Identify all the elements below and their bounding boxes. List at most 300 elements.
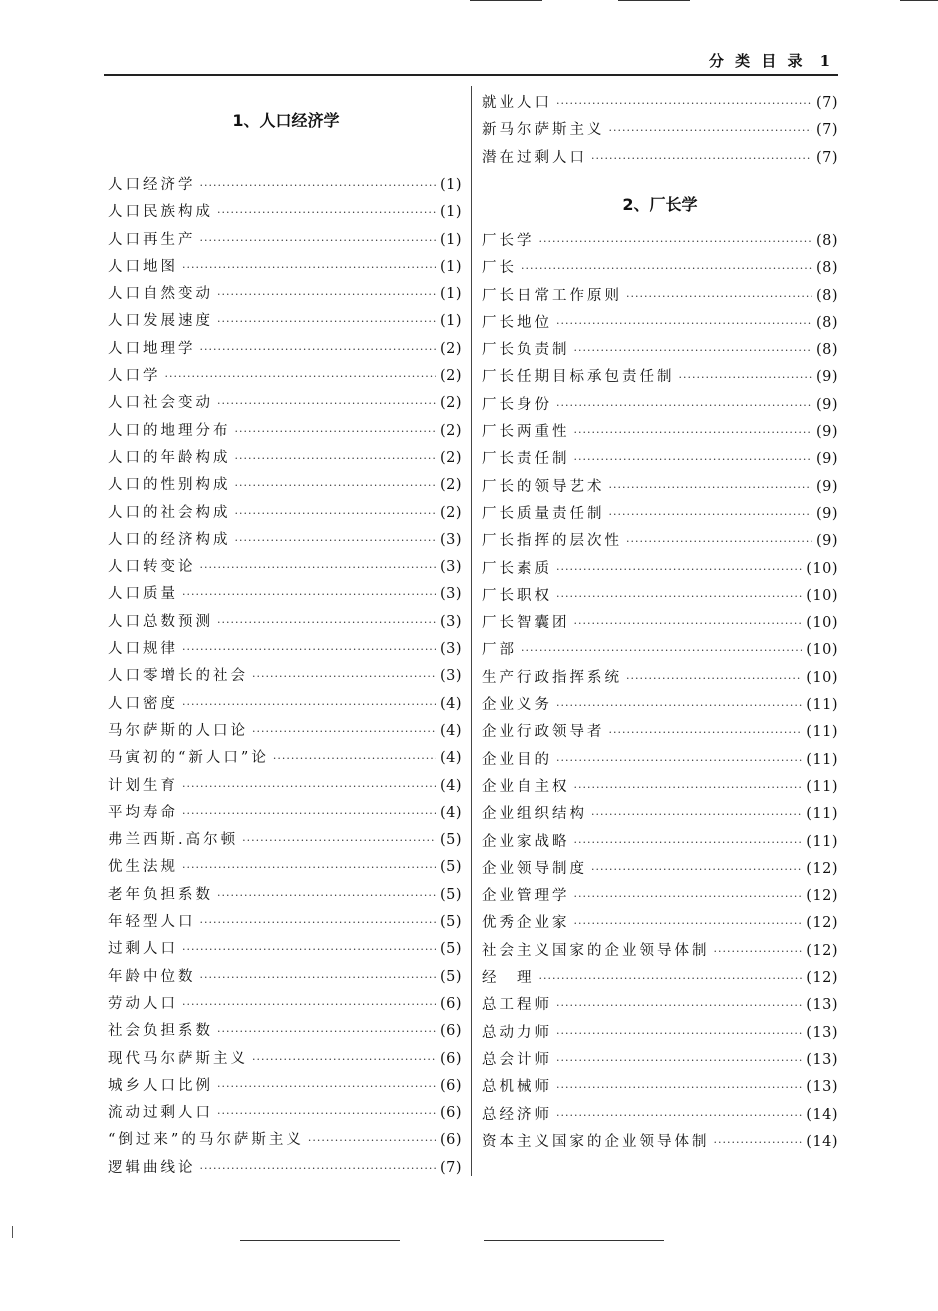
entry-page: (2)	[439, 368, 462, 385]
toc-entry	[108, 391, 462, 418]
toc-entry	[108, 446, 462, 473]
entry-term: 厂长质量责任制	[482, 505, 605, 522]
dot-leader	[556, 317, 812, 330]
dot-leader	[556, 97, 812, 110]
toc-entry	[482, 91, 838, 118]
dot-leader	[182, 943, 436, 956]
dot-leader	[217, 206, 436, 219]
dot-leader	[200, 971, 436, 984]
dot-leader	[521, 644, 802, 657]
entry-page: (2)	[439, 477, 462, 494]
entry-page: (3)	[439, 613, 462, 630]
entry-page: (10)	[806, 587, 838, 604]
entry-term: 企业组织结构	[482, 806, 587, 823]
dot-leader	[521, 262, 812, 275]
entry-page: (14)	[806, 1133, 838, 1150]
dot-leader	[217, 315, 436, 328]
toc-entry	[108, 637, 462, 664]
entry-page: (11)	[806, 751, 838, 768]
toc-entry	[482, 284, 838, 311]
scan-edge-line	[470, 0, 542, 1]
toc-entry	[482, 1048, 838, 1075]
dot-leader	[574, 617, 803, 630]
entry-page: (4)	[439, 695, 462, 712]
entry-page: (13)	[806, 1051, 838, 1068]
toc-entry	[108, 828, 462, 855]
entry-term: 弗兰西斯.高尔顿	[108, 832, 239, 849]
entry-term: 企业家战略	[482, 833, 570, 850]
entry-page: (12)	[806, 915, 838, 932]
entry-page: (9)	[815, 369, 838, 386]
dot-leader	[591, 808, 802, 821]
entry-term: 过剩人口	[108, 941, 178, 958]
entry-term: 厂长的领导艺术	[482, 478, 605, 495]
entry-term: 人口经济学	[108, 177, 196, 193]
entry-page: (1)	[439, 313, 462, 330]
entry-term: 企业管理学	[482, 888, 570, 905]
toc-entry	[108, 610, 462, 637]
dot-leader	[539, 235, 812, 248]
toc-entry	[482, 365, 838, 392]
entry-page: (3)	[439, 586, 462, 603]
dot-leader	[626, 535, 812, 548]
entry-term: 企业义务	[482, 697, 552, 714]
toc-entry	[108, 1074, 462, 1101]
entry-page: (13)	[806, 997, 838, 1014]
entry-term: 厂长	[482, 260, 517, 277]
dot-leader	[182, 588, 436, 601]
entry-term: 人口的性别构成	[108, 477, 231, 494]
entry-term: 平均寿命	[108, 804, 178, 821]
dot-leader	[591, 152, 812, 165]
entry-page: (5)	[439, 968, 462, 985]
entry-page: (2)	[439, 449, 462, 466]
toc-entry	[482, 884, 838, 911]
toc-entry	[482, 1075, 838, 1102]
entry-term: 老年负担系数	[108, 886, 213, 903]
dot-leader	[182, 998, 436, 1011]
dot-leader	[235, 507, 436, 520]
dot-leader	[574, 453, 812, 466]
entry-term: 总工程师	[482, 997, 552, 1014]
toc-entry	[108, 664, 462, 691]
toc-entry	[482, 118, 838, 145]
margin-mark	[12, 1226, 13, 1238]
entry-page: (8)	[815, 260, 838, 277]
left-entry-list	[108, 173, 462, 1183]
dot-leader	[252, 1053, 436, 1066]
toc-entry	[108, 965, 462, 992]
dot-leader	[235, 479, 436, 492]
entry-page: (10)	[806, 560, 838, 577]
entry-term: 企业行政领导者	[482, 724, 605, 741]
entry-page: (1)	[439, 204, 462, 221]
entry-page: (5)	[439, 941, 462, 958]
entry-term: 企业领导制度	[482, 860, 587, 877]
entry-page: (6)	[439, 1050, 462, 1067]
dot-leader	[556, 999, 802, 1012]
entry-page: (7)	[439, 1159, 462, 1176]
toc-entry	[482, 311, 838, 338]
dot-leader	[574, 917, 803, 930]
entry-page: (2)	[439, 504, 462, 521]
toc-entry	[108, 473, 462, 500]
toc-entry	[108, 282, 462, 309]
dot-leader	[556, 754, 802, 767]
dot-leader	[217, 1025, 436, 1038]
entry-term: “倒过来”的马尔萨斯主义	[108, 1132, 304, 1149]
toc-entry	[482, 420, 838, 447]
entry-page: (6)	[439, 1023, 462, 1040]
entry-term: 人口的地理分布	[108, 422, 231, 439]
entry-term: 年轻型人口	[108, 914, 196, 931]
section-heading-2: 2、厂长学	[622, 195, 698, 214]
entry-page: (9)	[815, 478, 838, 495]
entry-term: 流动过剩人口	[108, 1105, 213, 1122]
dot-leader	[574, 836, 803, 849]
entry-page: (2)	[439, 340, 462, 357]
dot-leader	[217, 1107, 436, 1120]
dot-leader	[556, 699, 802, 712]
dot-leader	[217, 288, 436, 301]
toc-entry	[482, 748, 838, 775]
dot-leader	[200, 343, 436, 356]
toc-entry	[108, 719, 462, 746]
entry-page: (11)	[806, 806, 838, 823]
entry-term: 总会计师	[482, 1051, 552, 1068]
entry-term: 人口的年龄构成	[108, 449, 231, 466]
toc-entry	[482, 447, 838, 474]
entry-term: 社会主义国家的企业领导体制	[482, 942, 710, 959]
dot-leader	[182, 807, 436, 820]
dot-leader	[200, 1162, 436, 1175]
toc-entry	[482, 584, 838, 611]
entry-page: (8)	[815, 314, 838, 331]
toc-entry	[108, 228, 462, 255]
dot-leader	[217, 397, 436, 410]
dot-leader	[182, 780, 436, 793]
toc-entry	[108, 1128, 462, 1155]
toc-entry	[108, 746, 462, 773]
entry-term: 新马尔萨斯主义	[482, 122, 605, 139]
entry-page: (1)	[439, 177, 462, 193]
toc-entry	[108, 173, 462, 200]
entry-term: 优秀企业家	[482, 915, 570, 932]
entry-page: (10)	[806, 669, 838, 686]
entry-page: (8)	[815, 233, 838, 249]
entry-term: 社会负担系数	[108, 1023, 213, 1040]
entry-page: (3)	[439, 559, 462, 576]
dot-leader	[609, 124, 812, 137]
entry-term: 厂长负责制	[482, 342, 570, 359]
toc-entry	[108, 200, 462, 227]
dot-leader	[182, 643, 436, 656]
entry-term: 厂长指挥的层次性	[482, 533, 622, 550]
entry-term: 人口的社会构成	[108, 504, 231, 521]
entry-page: (9)	[815, 424, 838, 441]
entry-term: 厂长任期目标承包责任制	[482, 369, 675, 386]
entry-page: (7)	[815, 95, 838, 111]
toc-entry	[482, 393, 838, 420]
entry-page: (9)	[815, 533, 838, 550]
entry-page: (10)	[806, 642, 838, 659]
entry-term: 厂部	[482, 642, 517, 659]
toc-entry	[482, 529, 838, 556]
right-top-entry-list	[482, 91, 838, 173]
dot-leader	[556, 1054, 802, 1067]
entry-term: 人口民族构成	[108, 204, 213, 221]
entry-page: (12)	[806, 888, 838, 905]
entry-term: 厂长学	[482, 233, 535, 249]
entry-term: 年龄中位数	[108, 968, 196, 985]
entry-page: (6)	[439, 1132, 462, 1149]
header-page-number: 1	[819, 52, 830, 70]
toc-entry	[482, 557, 838, 584]
toc-entry	[482, 966, 838, 993]
dot-leader	[200, 916, 436, 929]
entry-page: (13)	[806, 1024, 838, 1041]
dot-leader	[574, 781, 803, 794]
right-entry-list	[482, 229, 838, 1157]
entry-term: 企业自主权	[482, 778, 570, 795]
dot-leader	[556, 563, 802, 576]
toc-entry	[108, 582, 462, 609]
entry-page: (6)	[439, 1105, 462, 1122]
toc-entry	[482, 720, 838, 747]
header-rule	[104, 74, 838, 76]
entry-term: 人口再生产	[108, 231, 196, 248]
toc-entry	[482, 475, 838, 502]
toc-entry	[108, 528, 462, 555]
entry-term: 潜在过剩人口	[482, 149, 587, 166]
dot-leader	[273, 752, 436, 765]
column-divider	[471, 86, 472, 1176]
entry-term: 人口的经济构成	[108, 531, 231, 548]
entry-term: 厂长责任制	[482, 451, 570, 468]
entry-page: (9)	[815, 505, 838, 522]
entry-term: 人口规律	[108, 641, 178, 658]
entry-page: (3)	[439, 668, 462, 685]
dot-leader	[252, 670, 436, 683]
entry-page: (2)	[439, 395, 462, 412]
header-title: 分 类 目 录	[708, 52, 806, 70]
entry-term: 人口零增长的社会	[108, 668, 248, 685]
toc-entry	[482, 666, 838, 693]
dot-leader	[182, 698, 436, 711]
toc-entry	[482, 256, 838, 283]
toc-entry	[482, 1103, 838, 1130]
dot-leader	[182, 261, 436, 274]
dot-leader	[609, 726, 803, 739]
dot-leader	[242, 834, 436, 847]
entry-page: (1)	[439, 286, 462, 303]
toc-entry	[108, 910, 462, 937]
dot-leader	[165, 370, 436, 383]
toc-entry	[108, 692, 462, 719]
entry-term: 生产行政指挥系统	[482, 669, 622, 686]
entry-page: (6)	[439, 995, 462, 1012]
entry-page: (7)	[815, 122, 838, 139]
entry-term: 劳动人口	[108, 995, 178, 1012]
entry-term: 厂长两重性	[482, 424, 570, 441]
dot-leader	[252, 725, 436, 738]
entry-term: 马尔萨斯的人口论	[108, 722, 248, 739]
entry-page: (4)	[439, 722, 462, 739]
dot-leader	[556, 1027, 802, 1040]
toc-entry	[108, 855, 462, 882]
entry-term: 计划生育	[108, 777, 178, 794]
entry-term: 马寅初的“新人口”论	[108, 750, 269, 767]
dot-leader	[182, 861, 436, 874]
scan-edge-line	[618, 0, 690, 1]
entry-term: 厂长智囊团	[482, 615, 570, 632]
dot-leader	[609, 508, 812, 521]
dot-leader	[556, 1109, 802, 1122]
entry-term: 经 理	[482, 970, 535, 987]
running-header	[600, 50, 830, 71]
dot-leader	[235, 452, 436, 465]
entry-term: 人口地理学	[108, 340, 196, 357]
entry-page: (9)	[815, 451, 838, 468]
toc-entry	[108, 883, 462, 910]
toc-entry	[482, 638, 838, 665]
toc-entry	[108, 774, 462, 801]
toc-entry	[482, 802, 838, 829]
dot-leader	[556, 590, 802, 603]
toc-entry	[482, 229, 838, 256]
dot-leader	[679, 371, 812, 384]
dot-leader	[626, 290, 812, 303]
scan-edge-line	[900, 0, 938, 1]
toc-entry	[108, 1047, 462, 1074]
toc-entry	[482, 146, 838, 173]
toc-entry	[482, 1130, 838, 1157]
entry-page: (5)	[439, 859, 462, 876]
entry-page: (12)	[806, 942, 838, 959]
entry-term: 城乡人口比例	[108, 1077, 213, 1094]
toc-entry	[482, 911, 838, 938]
entry-page: (4)	[439, 777, 462, 794]
toc-entry	[482, 1021, 838, 1048]
entry-term: 厂长日常工作原则	[482, 287, 622, 304]
dot-leader	[574, 344, 812, 357]
toc-entry	[482, 502, 838, 529]
toc-entry	[108, 937, 462, 964]
toc-entry	[482, 830, 838, 857]
entry-term: 人口质量	[108, 586, 178, 603]
dot-leader	[556, 399, 812, 412]
entry-page: (12)	[806, 970, 838, 987]
toc-entry	[108, 1019, 462, 1046]
dot-leader	[200, 234, 436, 247]
entry-page: (5)	[439, 886, 462, 903]
entry-term: 就业人口	[482, 95, 552, 111]
entry-page: (11)	[806, 778, 838, 795]
entry-page: (5)	[439, 832, 462, 849]
entry-page: (8)	[815, 342, 838, 359]
toc-entry	[108, 309, 462, 336]
entry-page: (7)	[815, 149, 838, 166]
entry-term: 厂长职权	[482, 587, 552, 604]
dot-leader	[217, 889, 436, 902]
dot-leader	[200, 561, 436, 574]
entry-page: (4)	[439, 804, 462, 821]
entry-term: 人口发展速度	[108, 313, 213, 330]
toc-entry	[108, 801, 462, 828]
entry-page: (2)	[439, 422, 462, 439]
toc-entry	[108, 364, 462, 391]
dot-leader	[200, 179, 436, 192]
entry-term: 资本主义国家的企业领导体制	[482, 1133, 710, 1150]
entry-page: (5)	[439, 914, 462, 931]
entry-page: (10)	[806, 615, 838, 632]
section-heading-1: 1、人口经济学	[232, 111, 340, 130]
dot-leader	[539, 972, 803, 985]
entry-page: (1)	[439, 258, 462, 275]
entry-term: 人口地图	[108, 258, 178, 275]
toc-entry	[482, 611, 838, 638]
toc-entry	[108, 255, 462, 282]
dot-leader	[217, 616, 436, 629]
entry-term: 人口社会变动	[108, 395, 213, 412]
toc-entry	[482, 857, 838, 884]
entry-term: 厂长地位	[482, 314, 552, 331]
dot-leader	[308, 1134, 436, 1147]
entry-page: (13)	[806, 1079, 838, 1096]
entry-term: 人口总数预测	[108, 613, 213, 630]
toc-entry	[108, 1101, 462, 1128]
toc-entry	[482, 693, 838, 720]
dot-leader	[609, 481, 812, 494]
dot-leader	[235, 534, 436, 547]
dot-leader	[574, 426, 812, 439]
toc-entry	[108, 501, 462, 528]
toc-entry	[108, 419, 462, 446]
entry-term: 优生法规	[108, 859, 178, 876]
dot-leader	[574, 890, 803, 903]
entry-page: (14)	[806, 1106, 838, 1123]
entry-page: (11)	[806, 833, 838, 850]
toc-entry	[108, 337, 462, 364]
toc-entry	[482, 338, 838, 365]
toc-entry	[108, 992, 462, 1019]
dot-leader	[714, 945, 803, 958]
entry-term: 厂长身份	[482, 396, 552, 413]
toc-entry	[482, 775, 838, 802]
entry-page: (8)	[815, 287, 838, 304]
entry-term: 人口转变论	[108, 559, 196, 576]
toc-entry	[482, 939, 838, 966]
toc-entry	[108, 555, 462, 582]
dot-leader	[591, 863, 802, 876]
entry-page: (11)	[806, 724, 838, 741]
entry-page: (12)	[806, 860, 838, 877]
entry-term: 厂长素质	[482, 560, 552, 577]
toc-entry	[482, 993, 838, 1020]
dot-leader	[556, 1081, 802, 1094]
entry-term: 企业目的	[482, 751, 552, 768]
entry-page: (3)	[439, 641, 462, 658]
dot-leader	[714, 1136, 803, 1149]
entry-term: 总经济师	[482, 1106, 552, 1123]
entry-term: 人口学	[108, 368, 161, 385]
entry-term: 人口密度	[108, 695, 178, 712]
entry-term: 现代马尔萨斯主义	[108, 1050, 248, 1067]
entry-page: (9)	[815, 396, 838, 413]
entry-page: (11)	[806, 697, 838, 714]
entry-page: (1)	[439, 231, 462, 248]
entry-page: (4)	[439, 750, 462, 767]
